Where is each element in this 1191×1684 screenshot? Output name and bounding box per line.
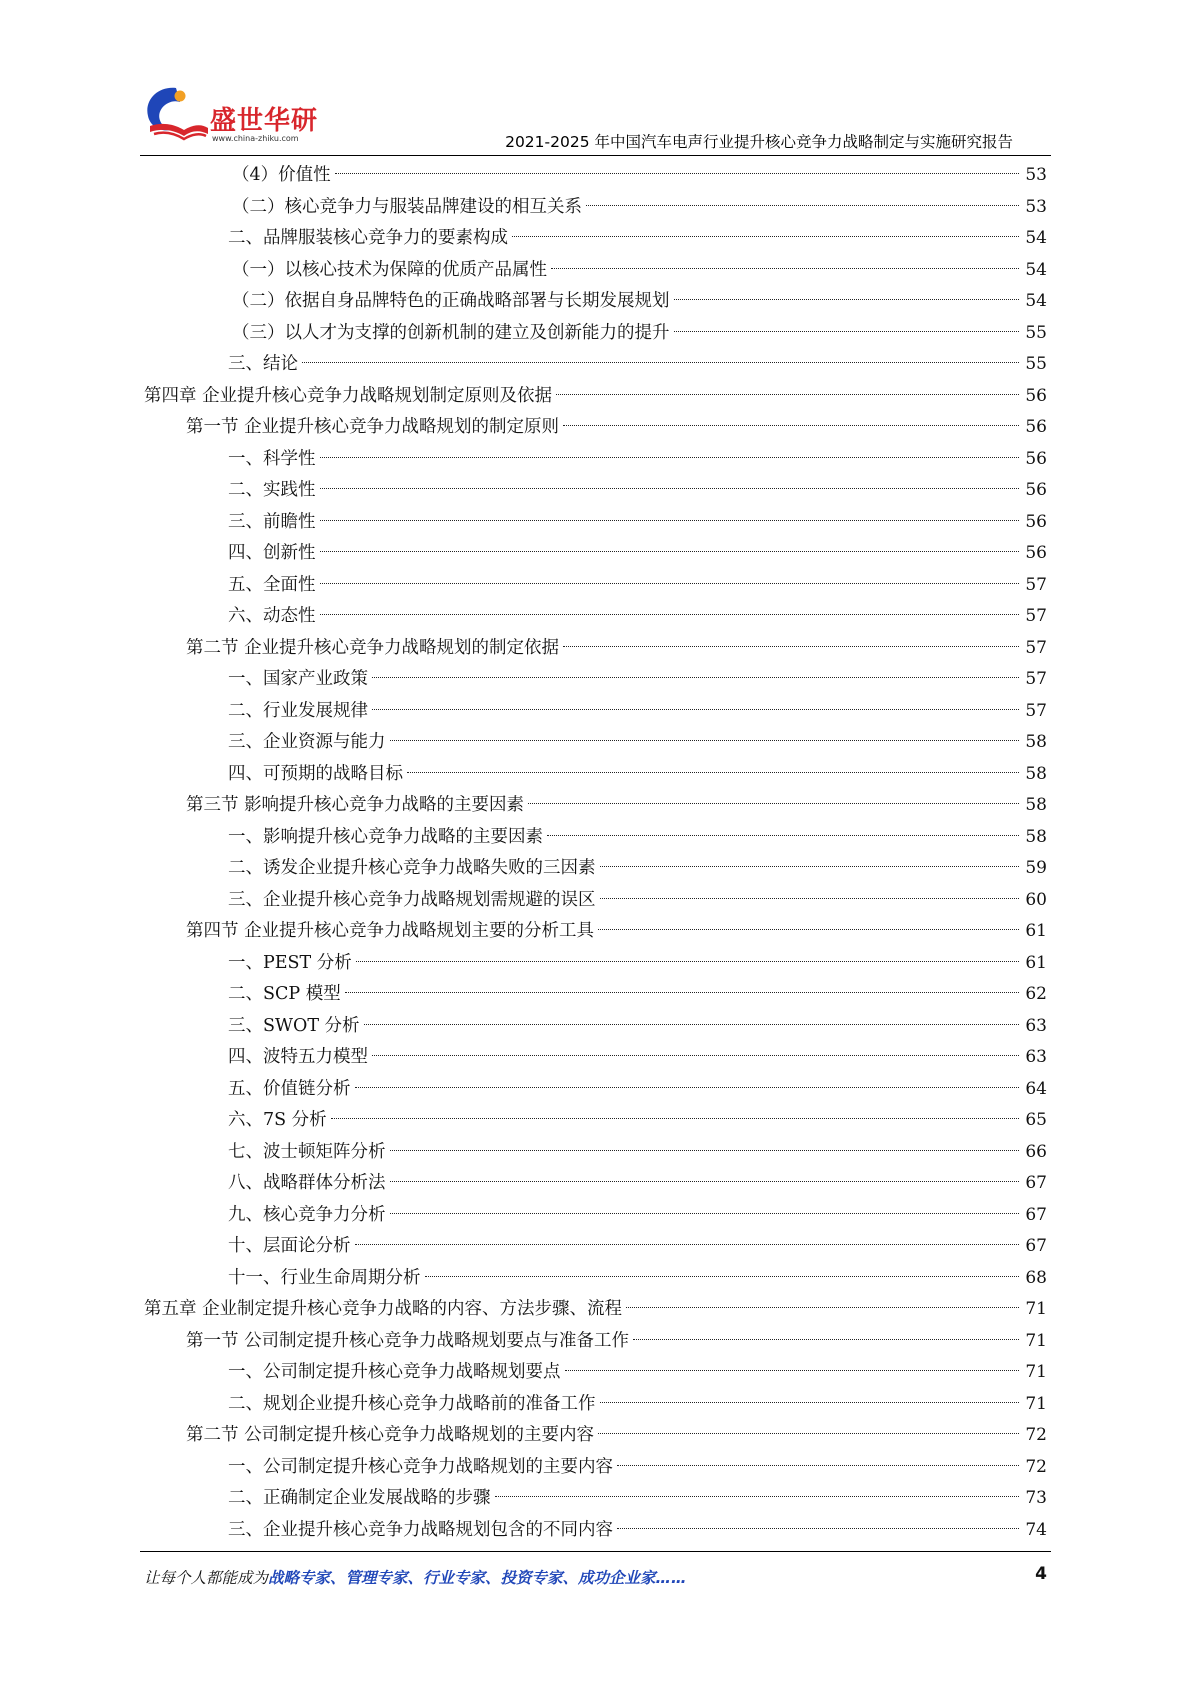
toc-entry-title: （一）以核心技术为保障的优质产品属性 (232, 259, 547, 280)
toc-entry-page: 58 (1025, 795, 1047, 815)
toc-dot-leader (320, 519, 1020, 521)
toc-dot-leader (407, 771, 1019, 773)
toc-entry-title: 一、公司制定提升核心竞争力战略规划的主要内容 (228, 1456, 613, 1477)
toc-entry-title: 五、价值链分析 (228, 1078, 351, 1099)
toc-dot-leader (364, 1023, 1019, 1025)
toc-dot-leader (302, 361, 1019, 363)
toc-dot-leader (674, 330, 1020, 332)
toc-entry[interactable] (0, 1357, 1191, 1389)
toc-entry-title: 八、战略群体分析法 (228, 1173, 386, 1193)
toc-entry-page: 67 (1025, 1236, 1047, 1256)
toc-entry-page: 57 (1025, 606, 1047, 626)
toc-entry-page: 62 (1025, 984, 1047, 1004)
toc-entry[interactable] (0, 349, 1191, 381)
toc-entry-title: 一、公司制定提升核心竞争力战略规划要点 (228, 1362, 561, 1382)
toc-entry-title: 六、7S 分析 (228, 1110, 327, 1130)
toc-entry-page: 56 (1025, 511, 1047, 532)
toc-entry-title: 第五章 企业制定提升核心竞争力战略的内容、方法步骤、流程 (144, 1299, 623, 1319)
toc-entry-title: 六、动态性 (228, 606, 316, 626)
toc-entry[interactable] (0, 1294, 1191, 1326)
toc-dot-leader (565, 1369, 1020, 1371)
toc-entry-page: 60 (1025, 889, 1047, 910)
toc-entry-page: 56 (1025, 385, 1047, 406)
toc-entry-page: 74 (1025, 1519, 1047, 1540)
toc-entry[interactable] (0, 1168, 1191, 1200)
toc-entry-title: 二、诱发企业提升核心竞争力战略失败的三因素 (228, 858, 596, 878)
toc-dot-leader (551, 267, 1019, 269)
toc-entry[interactable] (0, 286, 1191, 318)
toc-entry[interactable] (0, 1326, 1191, 1358)
document-title: 2021-2025 年中国汽车电声行业提升核心竞争力战略制定与实施研究报告 (505, 133, 1013, 151)
toc-entry-page: 55 (1025, 322, 1047, 343)
toc-entry[interactable] (0, 1074, 1191, 1106)
toc-entry-title: 四、创新性 (228, 543, 316, 563)
toc-dot-leader (600, 865, 1020, 867)
toc-entry-page: 67 (1025, 1204, 1047, 1225)
toc-entry-title: 一、PEST 分析 (228, 952, 352, 973)
toc-dot-leader (320, 456, 1020, 458)
toc-entry-page: 58 (1025, 732, 1047, 752)
toc-entry-title: 十一、行业生命周期分析 (228, 1267, 421, 1288)
toc-entry[interactable] (0, 601, 1191, 633)
toc-entry[interactable] (0, 1231, 1191, 1263)
toc-entry-title: （二）依据自身品牌特色的正确战略部署与长期发展规划 (232, 291, 670, 311)
toc-entry-title: 第四节 企业提升核心竞争力战略规划主要的分析工具 (186, 921, 595, 941)
page-number: 4 (1035, 1564, 1047, 1584)
toc-entry-title: 第一节 企业提升核心竞争力战略规划的制定原则 (186, 417, 560, 437)
toc-entry-page: 71 (1025, 1330, 1047, 1351)
toc-entry[interactable] (0, 979, 1191, 1011)
toc-entry-page: 66 (1025, 1141, 1047, 1162)
toc-entry-page: 72 (1025, 1425, 1047, 1445)
toc-dot-leader (356, 960, 1019, 962)
toc-entry[interactable] (0, 1011, 1191, 1043)
toc-entry-page: 59 (1025, 858, 1047, 878)
toc-entry-title: 第一节 公司制定提升核心竞争力战略规划要点与准备工作 (186, 1330, 630, 1351)
toc-entry-page: 54 (1025, 228, 1047, 248)
toc-entry-page: 72 (1025, 1456, 1047, 1477)
toc-dot-leader (390, 1149, 1020, 1151)
toc-entry-title: 第四章 企业提升核心竞争力战略规划制定原则及依据 (144, 385, 553, 406)
toc-entry-title: 二、实践性 (228, 480, 316, 500)
toc-dot-leader (372, 1054, 1019, 1056)
page-header (0, 0, 1191, 150)
toc-dot-leader (556, 393, 1019, 395)
toc-entry-title: 二、品牌服装核心竞争力的要素构成 (228, 228, 508, 248)
toc-entry-page: 58 (1025, 763, 1047, 784)
header-divider (140, 155, 1051, 156)
toc-entry-page: 57 (1025, 669, 1047, 689)
toc-dot-leader (390, 1180, 1020, 1182)
toc-dot-leader (600, 1401, 1020, 1403)
toc-entry-page: 54 (1025, 259, 1047, 280)
toc-entry-title: 第三节 影响提升核心竞争力战略的主要因素 (186, 795, 525, 815)
toc-entry[interactable] (0, 1515, 1191, 1547)
toc-entry-page: 57 (1025, 700, 1047, 721)
toc-dot-leader (512, 235, 1019, 237)
toc-entry-page: 54 (1025, 291, 1047, 311)
toc-entry-title: 三、前瞻性 (228, 511, 316, 532)
toc-entry-page: 57 (1025, 574, 1047, 595)
toc-entry[interactable] (0, 1137, 1191, 1169)
toc-entry-page: 73 (1025, 1488, 1047, 1508)
toc-dot-leader (617, 1527, 1019, 1529)
toc-dot-leader (372, 676, 1019, 678)
toc-entry-title: 三、结论 (228, 354, 298, 374)
toc-dot-leader (390, 739, 1020, 741)
toc-entry-page: 71 (1025, 1393, 1047, 1414)
toc-entry[interactable] (0, 475, 1191, 507)
toc-dot-leader (372, 708, 1019, 710)
toc-entry[interactable] (0, 1452, 1191, 1484)
toc-dot-leader (674, 298, 1020, 300)
toc-entry[interactable] (0, 790, 1191, 822)
toc-entry[interactable] (0, 853, 1191, 885)
toc-dot-leader (335, 172, 1019, 174)
toc-entry-title: 四、可预期的战略目标 (228, 763, 403, 784)
toc-entry-title: 二、行业发展规律 (228, 700, 368, 721)
toc-entry-title: 一、影响提升核心竞争力战略的主要因素 (228, 826, 543, 847)
toc-entry-title: （二）核心竞争力与服装品牌建设的相互关系 (232, 196, 582, 217)
toc-entry-title: 三、SWOT 分析 (228, 1015, 360, 1036)
toc-entry-title: 三、企业提升核心竞争力战略规划需规避的误区 (228, 889, 596, 910)
toc-entry[interactable] (0, 570, 1191, 602)
toc-entry[interactable] (0, 160, 1191, 192)
toc-entry-page: 61 (1025, 921, 1047, 941)
toc-entry[interactable] (0, 1042, 1191, 1074)
toc-entry-page: 71 (1025, 1299, 1047, 1319)
toc-dot-leader (425, 1275, 1020, 1277)
toc-entry-page: 67 (1025, 1173, 1047, 1193)
toc-entry-page: 55 (1025, 354, 1047, 374)
toc-entry[interactable] (0, 759, 1191, 791)
toc-entry[interactable] (0, 1420, 1191, 1452)
toc-dot-leader (320, 582, 1020, 584)
toc-entry-title: 五、全面性 (228, 574, 316, 595)
toc-dot-leader (320, 613, 1020, 615)
toc-dot-leader (355, 1086, 1020, 1088)
toc-dot-leader (390, 1212, 1020, 1214)
toc-entry-page: 56 (1025, 417, 1047, 437)
toc-entry-title: 一、国家产业政策 (228, 669, 368, 689)
toc-dot-leader (331, 1117, 1019, 1119)
toc-dot-leader (355, 1243, 1020, 1245)
toc-dot-leader (320, 487, 1020, 489)
toc-dot-leader (547, 834, 1019, 836)
toc-entry-title: 第二节 公司制定提升核心竞争力战略规划的主要内容 (186, 1425, 595, 1445)
toc-entry-page: 53 (1025, 165, 1047, 185)
toc-dot-leader (586, 204, 1019, 206)
toc-entry-page: 64 (1025, 1078, 1047, 1099)
toc-entry[interactable] (0, 1263, 1191, 1295)
toc-entry[interactable] (0, 664, 1191, 696)
toc-entry-page: 71 (1025, 1362, 1047, 1382)
toc-dot-leader (633, 1338, 1019, 1340)
toc-entry-title: 十、层面论分析 (228, 1236, 351, 1256)
toc-dot-leader (598, 1432, 1019, 1434)
toc-entry[interactable] (0, 696, 1191, 728)
company-logo[interactable] (140, 82, 340, 152)
toc-entry[interactable] (0, 412, 1191, 444)
toc-entry[interactable] (0, 1105, 1191, 1137)
footer-slogan-roles: 战略专家、管理专家、行业专家、投资专家、成功企业家…… (268, 1569, 687, 1587)
toc-entry-page: 58 (1025, 826, 1047, 847)
toc-entry[interactable] (0, 822, 1191, 854)
toc-dot-leader (600, 897, 1020, 899)
toc-entry-title: 三、企业资源与能力 (228, 732, 386, 752)
toc-entry-title: 二、正确制定企业发展战略的步骤 (228, 1488, 491, 1508)
toc-entry-page: 65 (1025, 1110, 1047, 1130)
toc-entry[interactable] (0, 916, 1191, 948)
toc-entry[interactable] (0, 948, 1191, 980)
toc-entry[interactable] (0, 1389, 1191, 1421)
toc-entry-title: 第二节 企业提升核心竞争力战略规划的制定依据 (186, 637, 560, 658)
toc-dot-leader (345, 991, 1019, 993)
toc-entry-title: （4）价值性 (232, 165, 331, 185)
toc-entry-title: 七、波士顿矩阵分析 (228, 1141, 386, 1162)
toc-entry[interactable] (0, 1483, 1191, 1515)
toc-entry-title: 二、规划企业提升核心竞争力战略前的准备工作 (228, 1393, 596, 1414)
toc-entry-page: 56 (1025, 480, 1047, 500)
footer-divider (140, 1551, 1051, 1552)
toc-entry[interactable] (0, 192, 1191, 224)
toc-entry[interactable] (0, 444, 1191, 476)
toc-entry[interactable] (0, 381, 1191, 413)
toc-dot-leader (528, 802, 1019, 804)
toc-entry-title: 二、SCP 模型 (228, 984, 341, 1004)
table-of-contents (0, 160, 1191, 1546)
toc-entry[interactable] (0, 1200, 1191, 1232)
toc-entry-page: 63 (1025, 1015, 1047, 1036)
toc-entry-page: 63 (1025, 1047, 1047, 1067)
toc-entry-page: 53 (1025, 196, 1047, 217)
toc-entry[interactable] (0, 507, 1191, 539)
logo-emblem-icon (140, 82, 212, 144)
toc-entry[interactable] (0, 318, 1191, 350)
toc-dot-leader (320, 550, 1020, 552)
toc-entry-page: 56 (1025, 448, 1047, 469)
toc-dot-leader (626, 1306, 1019, 1308)
footer-slogan (144, 1566, 687, 1588)
toc-entry[interactable] (0, 223, 1191, 255)
toc-entry-title: 九、核心竞争力分析 (228, 1204, 386, 1225)
toc-entry-title: 一、科学性 (228, 448, 316, 469)
toc-dot-leader (598, 928, 1019, 930)
toc-entry-page: 57 (1025, 637, 1047, 658)
footer-slogan-lead: 让每个人都能成为 (144, 1569, 269, 1587)
toc-entry[interactable] (0, 727, 1191, 759)
toc-entry[interactable] (0, 538, 1191, 570)
toc-entry[interactable] (0, 633, 1191, 665)
toc-dot-leader (617, 1464, 1019, 1466)
toc-entry-page: 68 (1025, 1267, 1047, 1288)
toc-entry-title: （三）以人才为支撑的创新机制的建立及创新能力的提升 (232, 322, 670, 343)
toc-entry[interactable] (0, 255, 1191, 287)
toc-dot-leader (563, 645, 1019, 647)
toc-dot-leader (563, 424, 1019, 426)
toc-entry-page: 56 (1025, 543, 1047, 563)
logo-website-url[interactable]: www.china-zhiku.com (212, 134, 299, 143)
toc-dot-leader (495, 1495, 1020, 1497)
toc-entry-title: 三、企业提升核心竞争力战略规划包含的不同内容 (228, 1519, 613, 1540)
toc-entry[interactable] (0, 885, 1191, 917)
toc-entry-title: 四、波特五力模型 (228, 1047, 368, 1067)
logo-brand-name: 盛世华研 (210, 106, 319, 136)
toc-entry-page: 61 (1025, 952, 1047, 973)
